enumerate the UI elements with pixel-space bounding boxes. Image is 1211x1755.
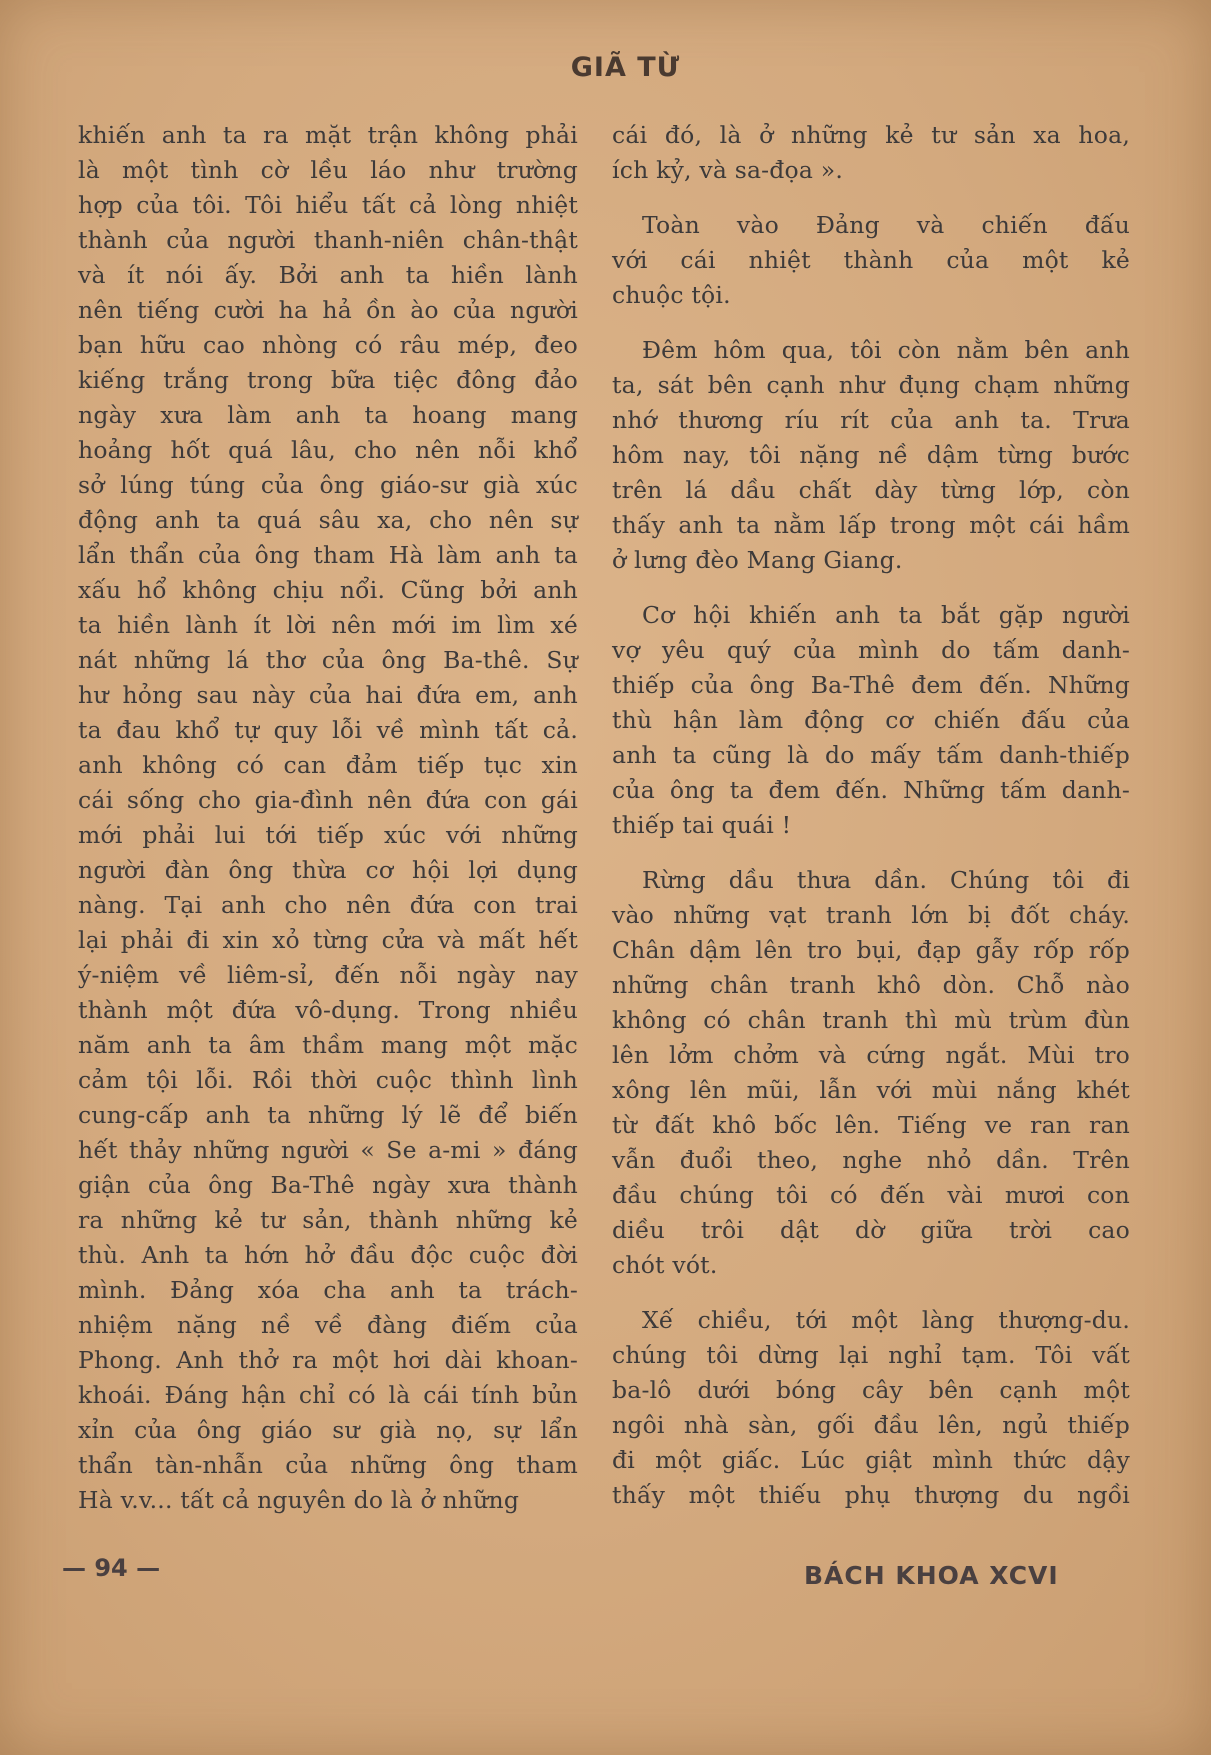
left-column [78,118,578,1518]
text-line: chúng tôi dừng lại nghỉ tạm. Tôi vất [612,1341,1130,1369]
text-line: với cái nhiệt thành của một kẻ [612,246,1130,274]
text-line: anh không có can đảm tiếp tục xin [78,751,578,779]
paragraph-gap [612,1283,1130,1303]
text-line: trên lá dầu chất dày từng lớp, còn [612,476,1130,504]
text-line: hết thảy những người « Se a-mi » đáng [78,1136,578,1164]
text-line: thấy một thiếu phụ thượng du ngồi [612,1481,1130,1509]
text-line: khoái. Đáng hận chỉ có là cái tính bủn [78,1381,578,1409]
text-line: lên lởm chởm và cứng ngắt. Mùi tro [612,1041,1130,1069]
text-line: Toàn vào Đảng và chiến đấu [642,211,1130,239]
text-line: nhiệm nặng nề về đàng điếm của [78,1311,578,1339]
text-line: thành của người thanh-niên chân-thật [78,226,578,254]
text-line: ba-lô dưới bóng cây bên cạnh một [612,1376,1130,1404]
text-line: chuộc tội. [612,281,731,309]
text-line: những chân tranh khô dòn. Chỗ nào [612,971,1130,999]
text-line: thành một đứa vô-dụng. Trong nhiều [78,996,578,1024]
text-line: cái sống cho gia-đình nên đứa con gái [78,786,578,814]
text-line: cái đó, là ở những kẻ tư sản xa hoa, [612,121,1130,149]
text-line: hôm nay, tôi nặng nề dậm từng bước [612,441,1130,469]
text-line: vợ yêu quý của mình do tấm danh- [612,636,1130,664]
text-line: chót vót. [612,1251,718,1279]
text-line: lẩn thẩn của ông tham Hà làm anh ta [78,541,578,569]
right-column [612,118,1130,1513]
text-line: mình. Đảng xóa cha anh ta trách- [78,1276,578,1304]
text-line: không có chân tranh thì mù trùm đùn [612,1006,1130,1034]
text-line: của ông ta đem đến. Những tấm danh- [612,776,1130,804]
text-line: thiếp tai quái ! [612,811,792,839]
text-line: cung-cấp anh ta những lý lẽ để biến [78,1101,578,1129]
text-line: hoảng hốt quá lâu, cho nên nỗi khổ [78,436,578,464]
text-line: nát những lá thơ của ông Ba-thê. Sự [78,646,578,674]
text-line: lại phải đi xin xỏ từng cửa và mất hết [78,926,578,954]
text-line: khiến anh ta ra mặt trận không phải [78,121,578,149]
text-line: thù hận làm động cơ chiến đấu của [612,706,1130,734]
text-line: ở lưng đèo Mang Giang. [612,546,903,574]
text-line: Cơ hội khiến anh ta bắt gặp người [642,601,1130,629]
text-line: ta hiền lành ít lời nên mới im lìm xé [78,611,578,639]
text-line: thấy anh ta nằm lấp trong một cái hầm [612,511,1130,539]
text-line: ngôi nhà sàn, gối đầu lên, ngủ thiếp [612,1411,1130,1439]
text-line: Phong. Anh thở ra một hơi dài khoan- [78,1346,578,1374]
text-line: nhớ thương ríu rít của anh ta. Trưa [612,406,1130,434]
text-line: nàng. Tại anh cho nên đứa con trai [78,891,578,919]
text-line: cảm tội lỗi. Rồi thời cuộc thình lình [78,1066,578,1094]
text-line: Chân dậm lên tro bụi, đạp gẫy rốp rốp [612,936,1130,964]
text-line: thù. Anh ta hớn hở đầu độc cuộc đời [78,1241,578,1269]
text-line: ích kỷ, và sa-đọa ». [612,156,844,184]
text-line: anh ta cũng là do mấy tấm danh-thiếp [612,741,1130,769]
text-line: thiếp của ông Ba-Thê đem đến. Những [612,671,1130,699]
text-line: Đêm hôm qua, tôi còn nằm bên anh [642,336,1130,364]
paragraph-gap [612,188,1130,208]
text-line: diều trôi dật dờ giữa trời cao [612,1216,1130,1244]
text-line: động anh ta quá sâu xa, cho nên sự [78,506,578,534]
text-line: thẩn tàn-nhẫn của những ông tham [78,1451,578,1479]
text-line: mới phải lui tới tiếp xúc với những [78,821,578,849]
paragraph-gap [612,843,1130,863]
text-line: xấu hổ không chịu nổi. Cũng bởi anh [78,576,578,604]
text-line: xông lên mũi, lẫn với mùi nắng khét [612,1076,1130,1104]
text-line: ra những kẻ tư sản, thành những kẻ [78,1206,578,1234]
text-line: hư hỏng sau này của hai đứa em, anh [78,681,578,709]
text-line: vào những vạt tranh lớn bị đốt cháy. [612,901,1130,929]
text-line: ngày xưa làm anh ta hoang mang [78,401,578,429]
text-line: và ít nói ấy. Bởi anh ta hiền lành [78,261,578,289]
text-line: Xế chiều, tới một làng thượng-du. [642,1306,1130,1334]
text-line: Hà v.v... tất cả nguyên do là ở những [78,1486,520,1514]
running-title: GIÃ TỪ [570,52,681,83]
text-line: nên tiếng cười ha hả ồn ào của người [78,296,578,324]
text-line: sở lúng túng của ông giáo-sư già xúc [78,471,578,499]
text-line: vẫn đuổi theo, nghe nhỏ dần. Trên [612,1146,1130,1174]
text-line: Rừng dầu thưa dần. Chúng tôi đi [642,866,1130,894]
text-line: đi một giấc. Lúc giật mình thức dậy [612,1446,1130,1474]
text-line: ý-niệm về liêm-sỉ, đến nỗi ngày nay [78,961,578,989]
text-line: từ đất khô bốc lên. Tiếng ve ran ran [612,1111,1130,1139]
paragraph-gap [612,578,1130,598]
journal-name: BÁCH KHOA XCVI [804,1561,1059,1590]
text-line: bạn hữu cao nhòng có râu mép, đeo [78,331,578,359]
page-number: — 94 — [62,1554,161,1582]
text-line: ta đau khổ tự quy lỗi về mình tất cả. [78,716,578,744]
text-line: giận của ông Ba-Thê ngày xưa thành [78,1171,578,1199]
text-line: năm anh ta âm thầm mang một mặc [78,1031,578,1059]
text-line: người đàn ông thừa cơ hội lợi dụng [78,856,578,884]
text-line: xỉn của ông giáo sư già nọ, sự lẩn [78,1416,578,1444]
paragraph-gap [612,313,1130,333]
text-line: hợp của tôi. Tôi hiểu tất cả lòng nhiệt [78,191,578,219]
text-line: đầu chúng tôi có đến vài mươi con [612,1181,1130,1209]
text-line: kiếng trắng trong bữa tiệc đông đảo [78,366,578,394]
text-line: là một tình cờ lều láo như trường [78,156,578,184]
text-line: ta, sát bên cạnh như đụng chạm những [612,371,1130,399]
